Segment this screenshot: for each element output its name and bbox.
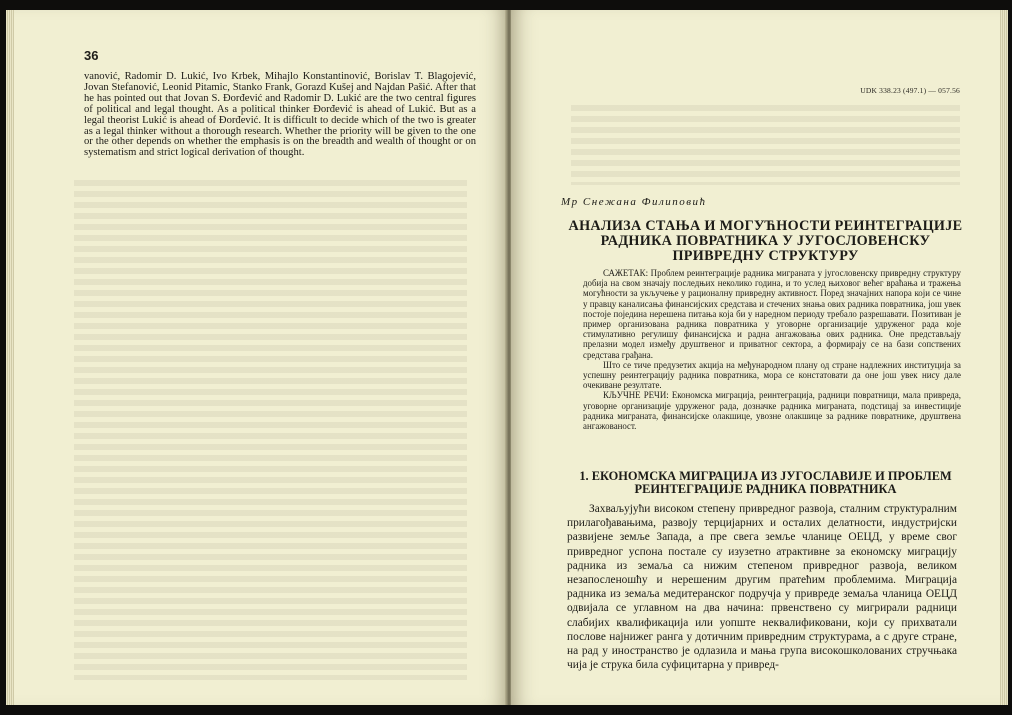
left-page (14, 10, 507, 705)
bleed-through-text (74, 180, 467, 680)
section-heading-line: 1. ЕКОНОМСКА МИГРАЦИЈА ИЗ ЈУГОСЛАВИЈЕ И ПРОБЛЕМ (579, 469, 952, 483)
page-number: 36 (84, 48, 99, 63)
page-edge-left (6, 10, 14, 705)
section-heading-line: РЕИНТЕГРАЦИЈЕ РАДНИКА ПОВРАТНИКА (634, 482, 897, 497)
title-line: ПРИВРЕДНУ СТРУКТУРУ (672, 247, 859, 264)
keywords-paragraph: КЉУЧНЕ РЕЧИ: Економска миграција, реинтеграција, радници повратници, мала привреда, уговорне организације удруженог рада, дозначке радника миграната, подстицај за инвестиције радника миграната, финансијске олакшице, увозне олакшице за раднике повратнике, друштвена ангажованост. (583, 390, 961, 432)
abstract-paragraph: САЖЕТАК: Проблем реинтеграције радника миграната у југословенску привредну структуру добија на свом значају последњих неколико година, и то услед њиховог већег враћања и тражења могућности за укључење у рационалну привредну активност. Поред значајних напора који се чине у правцу каналисања финансијских средстава и стечених знања ових радника повратника, још увек постоје поједина нерешена питања која би у наредном периоду требало разрешавати. Позитиван је пример организована радника повратника у уговорне организације удруженог рада које стимулативно регулишу финансијска и радна ангажовања ових радника. Оне представљају прелазни модел између друштвеног и приватног сектора, а формирају се на бази сопствених средстава грађана. (583, 268, 961, 360)
page-edge-right (1000, 10, 1008, 705)
article-title (561, 219, 970, 263)
section-heading (561, 470, 970, 496)
author-name: Мр Снежана Филиповић (561, 196, 707, 208)
abstract-paragraph-2: Што се тиче предузетих акција на међународном плану од стране надлежних институција за успешну реинтеграцију радника повратника, мора се констатовати да оне још увек нису дале очекиване резултате. (583, 359, 961, 391)
bleed-through-text-top (571, 105, 960, 185)
right-page (511, 10, 1000, 705)
udk-classification: UDK 338.23 (497.1) — 057.56 (860, 86, 960, 95)
abstract-block (583, 268, 961, 431)
body-paragraph: Захваљујући високом степену привредног развоја, сталним структуралним прилагођавањима, развоју терцијарних и осталих делатности, индустријски развијене земље Запада, а пре свега земље чланице ОЕЦД, у време свог привредног успона постале су изузетно атрактивне за економску миграцију радника из земаља са нижим степеном привредног развоја, великом незапосленошћу и нерешеним другим пратећим проблемима. Миграција радника из земаља медитеранског подручја у привреде земаља чланица ОЕЦД одвијала се углавном на два начина: првенствено су мигрирали радници слабијих квалификација или уопште неквалификовани, који су прихватали послове најнижег ранга у дотичним привредним структурама, а с друге стране, на рад у иностранство је одлазила и мања група високошколованих стручњака чија је струка била суфицитарна у привред- (567, 503, 957, 672)
title-line: РАДНИКА ПОВРАТНИКА У ЈУГОСЛОВЕНСКУ (600, 232, 931, 249)
left-page-paragraph: vanović, Radomir D. Lukić, Ivo Krbek, Mihajlo Konstantinović, Borislav T. Blagojević, Jovan Stefanović, Leonid Pitamic, Stanko Frank, Gorazd Kušej and Najdan Pašić. After that he has pointed out that Jovan S. Đorđević and Radomir D. Lukić are the two central figures of political and legal thought. As a political thinker Đorđević is ahead of Lukić. But as a legal theorist Lukić is ahead of Đorđević. It is difficult to decide which of the two is greater as a legal thinker without a thorough research. Whether the priority will be given to the one or the other depends on whether the emphasis is on the breadth and wealth of thought or on systematism and strict logical derivation of thought. (84, 71, 476, 159)
title-line: АНАЛИЗА СТАЊА И МОГУЋНОСТИ РЕИНТЕГРАЦИЈЕ (568, 218, 963, 234)
